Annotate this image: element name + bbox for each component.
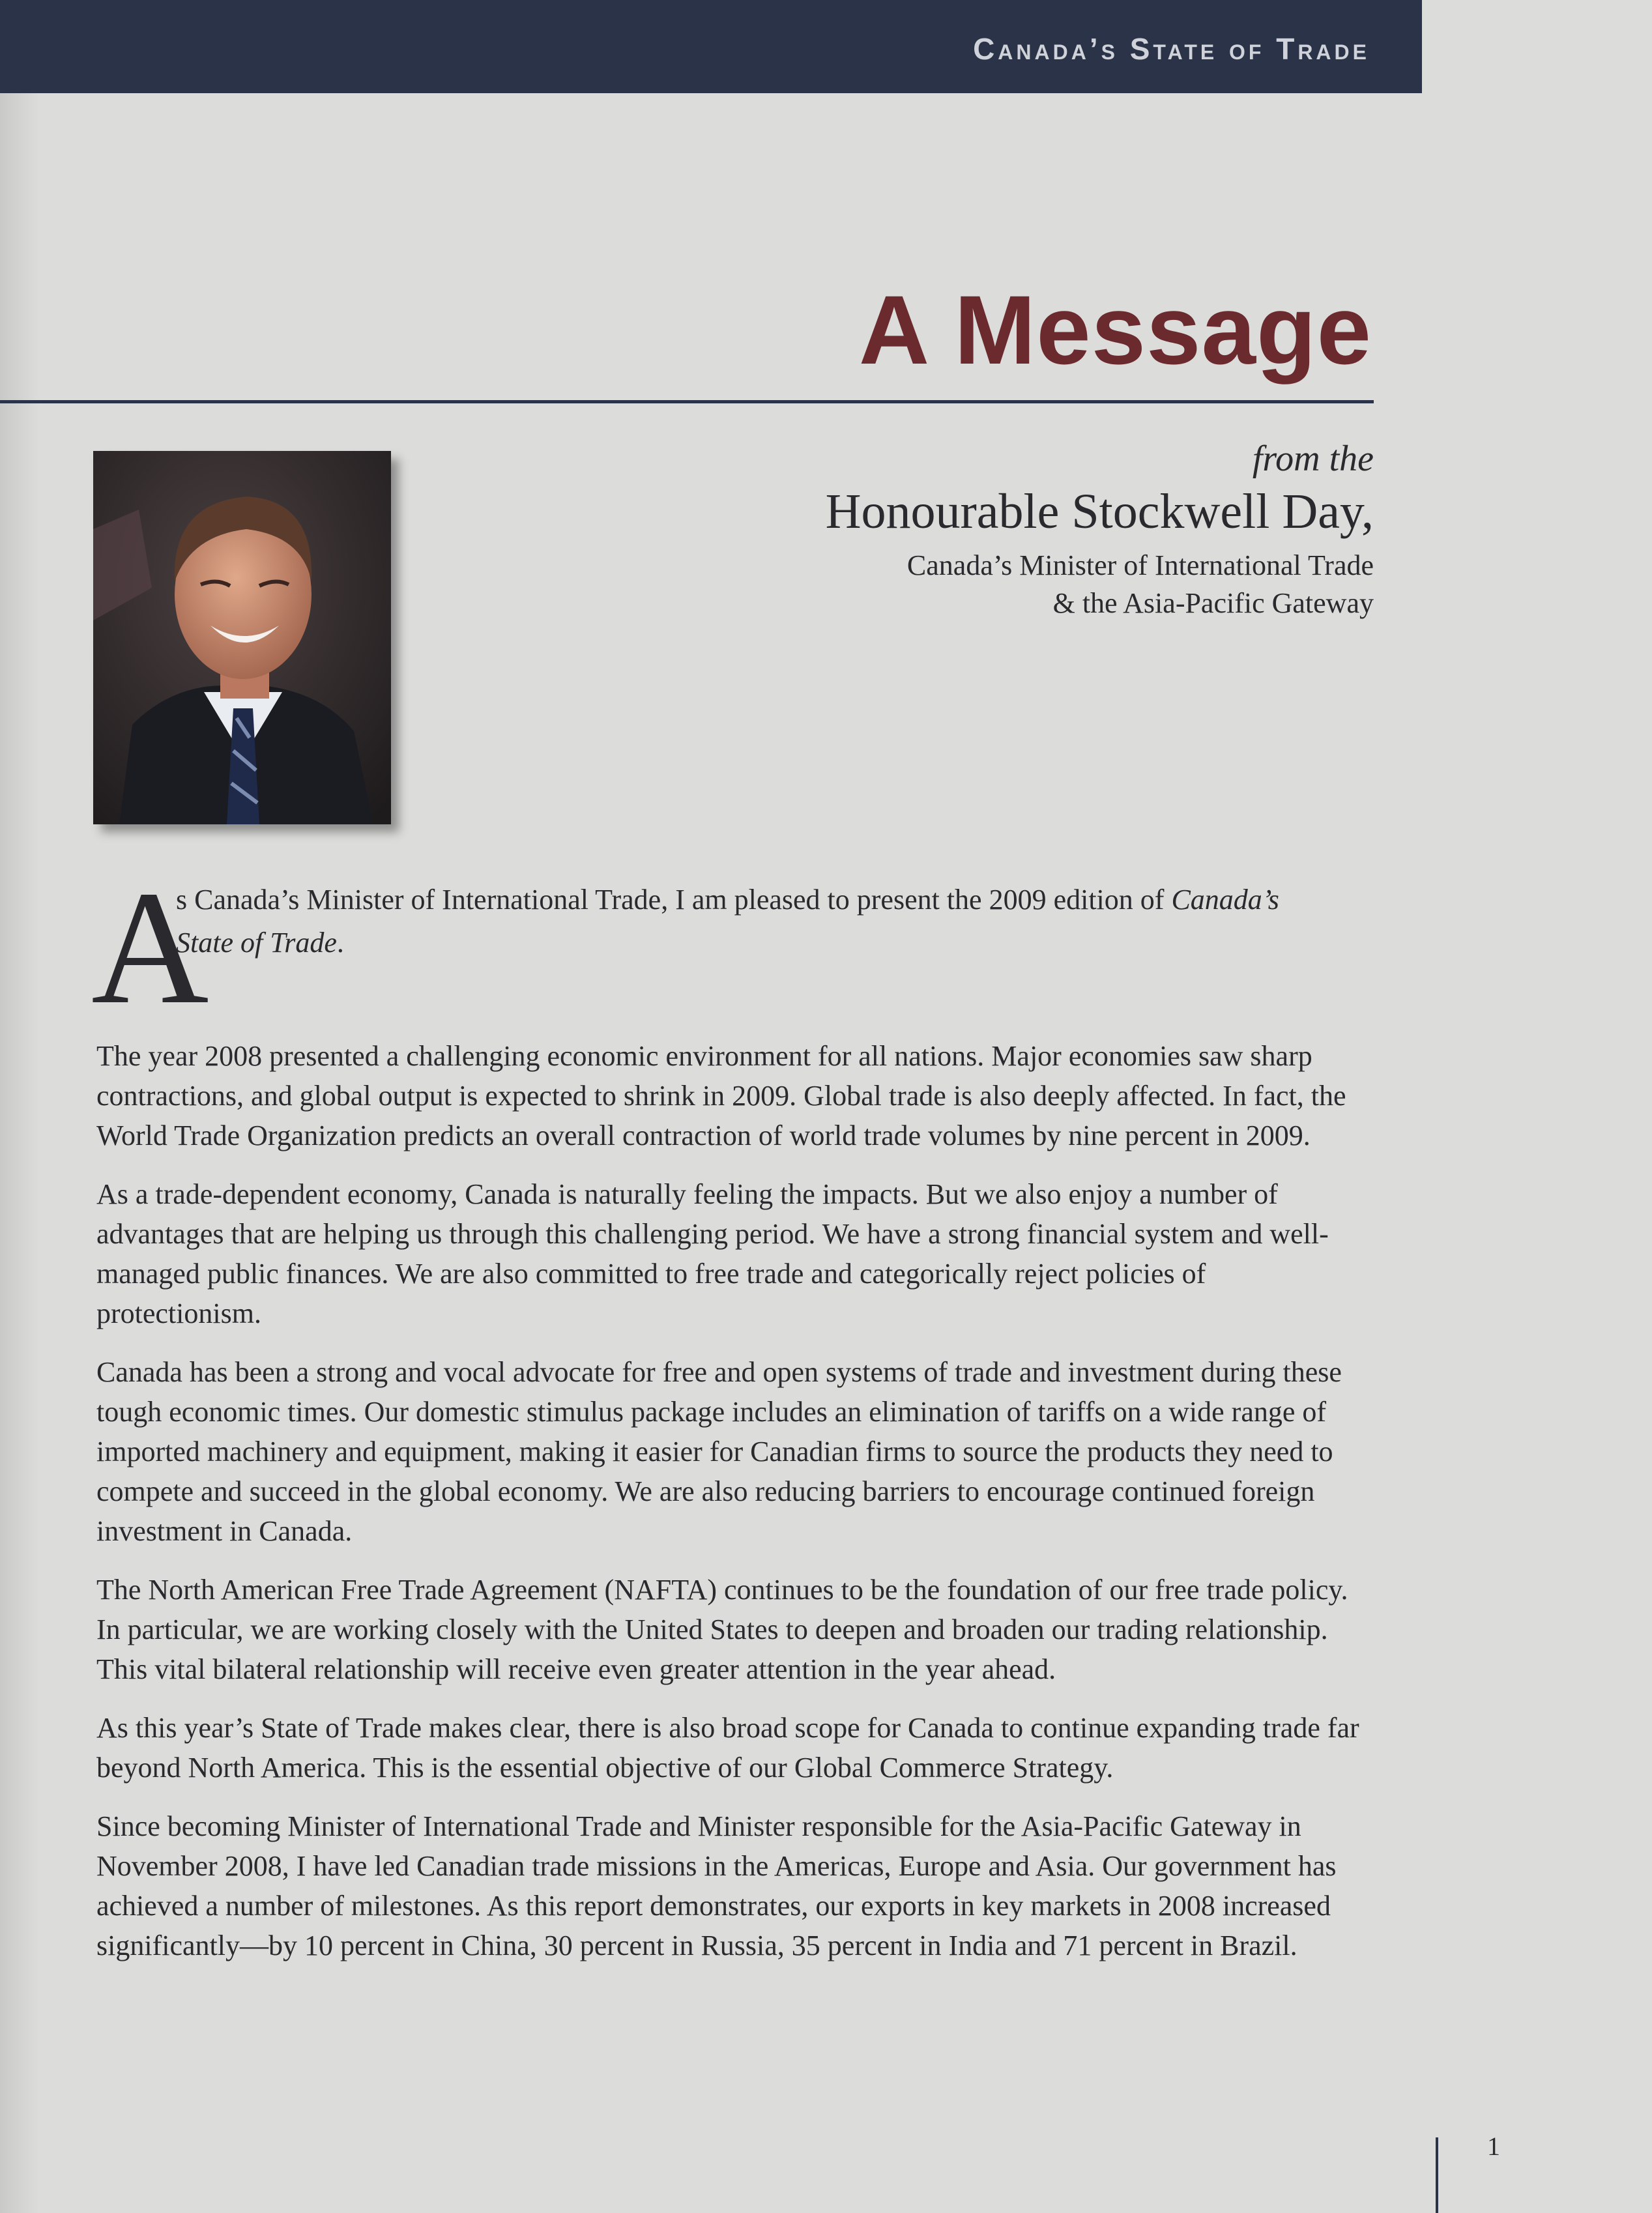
body-text	[96, 1036, 1374, 1984]
running-title: Canada’s State of Trade	[973, 32, 1370, 66]
paragraph: Since becoming Minister of International Trade and Minister responsible for the Asia-Pacific Gateway in November 2008, I have led Canadian trade missions in the Americas, Europe and Asia. Our government has achieved a number of milestones. As this report demonstrates, our exports in key markets in 2008 increased significantly—by 10 percent in China, 30 percent in Russia, 35 percent in India and 71 percent in Brazil.	[96, 1810, 1337, 1961]
intro-text: s Canada’s Minister of International Trade, I am pleased to present the 2009 edition of	[176, 884, 1172, 916]
paragraph: The year 2008 presented a challenging economic environment for all nations. Major economies saw sharp contractions, and global output is expected to shrink in 2009. Global trade is also deeply affected. In fact, the World Trade Organization predicts an overall contraction of world trade volumes by nine percent in 2009.	[96, 1040, 1346, 1151]
publication-title: Canada’s State of Trade	[176, 884, 1279, 959]
minister-role-line1: Canada’s Minister of International Trade	[906, 549, 1374, 581]
intro-text-end: .	[336, 927, 344, 959]
page-number: 1	[1487, 2132, 1500, 2161]
minister-portrait	[93, 451, 391, 824]
paragraph: The North American Free Trade Agreement (NAFTA) continues to be the foundation of our free trade policy. In particular, we are working closely with the United States to deepen and broaden our trading relationship. This vital bilateral relationship will receive even greater attention in the year ahead.	[96, 1574, 1348, 1685]
paragraph: Canada has been a strong and vocal advocate for free and open systems of trade and investment during these tough economic times. Our domestic stimulus package includes an elimination of tariffs on a wide range of imported machinery and equipment, making it easier for Canadian firms to source the products they need to compete and succeed in the global economy. We are also reducing barriers to encourage continued foreign investment in Canada.	[96, 1356, 1342, 1547]
minister-role-line2: & the Asia-Pacific Gateway	[1052, 587, 1374, 619]
intro-paragraph	[176, 878, 1297, 964]
drop-cap: A	[91, 858, 209, 1038]
page-edge-shadow	[0, 0, 39, 2213]
title-rule	[0, 400, 1374, 403]
header-band	[0, 0, 1422, 93]
page-title: A Message	[858, 275, 1372, 384]
minister-name: Honourable Stockwell Day,	[825, 484, 1374, 539]
page-number-rule	[1436, 2137, 1438, 2213]
paragraph: As this year’s State of Trade makes clear, there is also broad scope for Canada to continue expanding trade far beyond North America. This is the essential objective of our Global Commerce Strategy.	[96, 1712, 1359, 1784]
byline-from: from the	[1252, 439, 1374, 479]
paragraph: As a trade-dependent economy, Canada is naturally feeling the impacts. But we also enjoy a number of advantages that are helping us through this challenging period. We have a strong financial system and well-managed public finances. We are also committed to free trade and categorically reject policies of protectionism.	[96, 1178, 1329, 1329]
